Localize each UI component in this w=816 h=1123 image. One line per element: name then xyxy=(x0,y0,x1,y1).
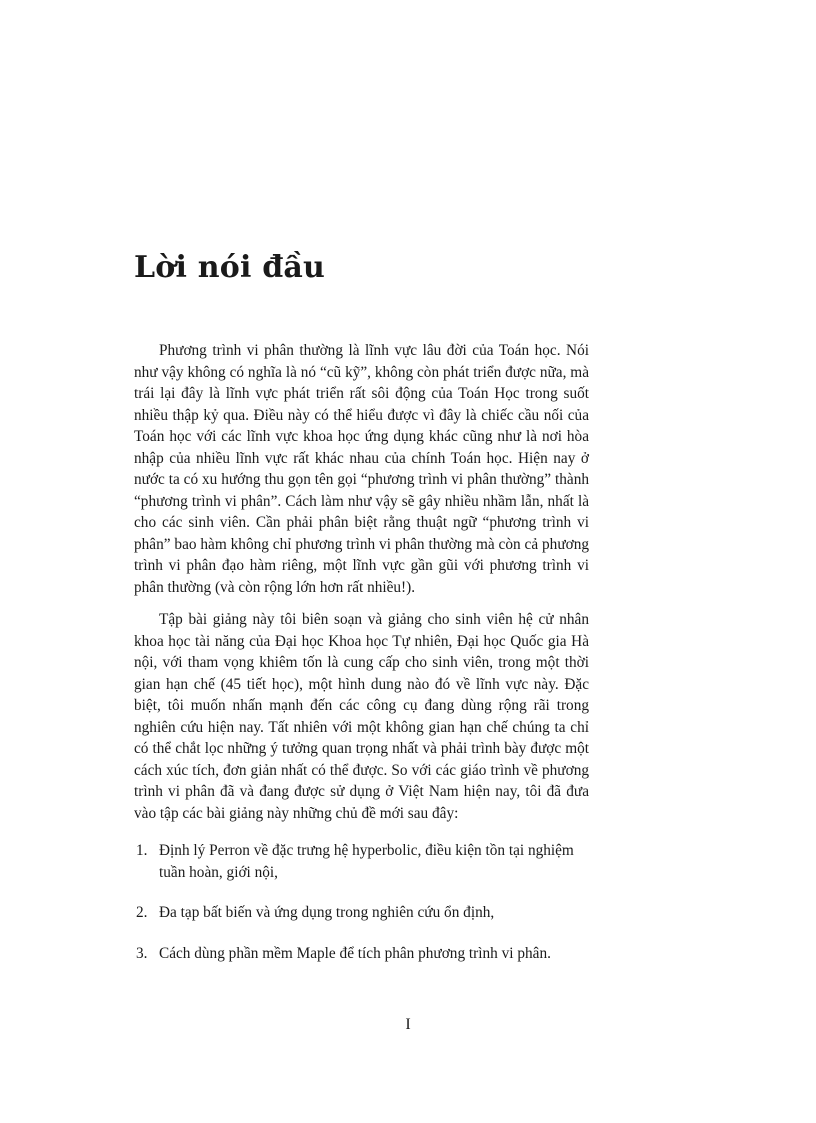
paragraph: Tập bài giảng này tôi biên soạn và giảng cho sinh viên hệ cử nhân khoa học tài năng của Đại học Khoa học Tự nhiên, Đại học Quốc gia Hà nội, với tham vọng khiêm tốn là cung cấp cho sinh viên, trong một thời gian hạn chế (45 tiết học), một hình dung nào đó về lĩnh vực này. Đặc biệt, tôi muốn nhấn mạnh đến các công cụ đang dùng rộng rãi trong nghiên cứu hiện nay. Tất nhiên với một không gian hạn chế chúng ta chỉ có thể chắt lọc những ý tưởng quan trọng nhất và phải trình bày được một cách xúc tích, đơn giản nhất có thể được. So với các giáo trình về phương trình vi phân đã và đang được sử dụng ở Việt Nam hiện nay, tôi đã đưa vào tập các bài giảng này những chủ đề mới sau đây: xyxy=(134,611,589,822)
page-number: I xyxy=(405,1016,411,1033)
document-body xyxy=(134,340,589,983)
list-item xyxy=(134,943,589,965)
topic-list xyxy=(134,840,589,964)
paragraph: Phương trình vi phân thường là lĩnh vực lâu đời của Toán học. Nói như vậy không có nghĩa là nó “cũ kỹ”, không còn phát triển được nữa, mà trái lại đây là lĩnh vực phát triển rất sôi động của Toán Học trong suốt nhiều thập kỷ qua. Điều này có thể hiểu được vì đây là chiếc cầu nối của Toán học với các lĩnh vực khoa học ứng dụng khác cũng như là nơi hòa nhập của nhiều lĩnh vực rất khác nhau của chính Toán học. Hiện nay ở nước ta có xu hướng thu gọn tên gọi “phương trình vi phân thường” thành “phương trình vi phân”. Cách làm như vậy sẽ gây nhiều nhầm lẫn, nhất là cho các sinh viên. Cần phải phân biệt rằng thuật ngữ “phương trình vi phân” bao hàm không chỉ phương trình vi phân thường mà còn cả phương trình vi phân đạo hàm riêng, một lĩnh vực gần gũi với phương trình vi phân thường (và còn rộng lớn hơn rất nhiều!). xyxy=(134,342,589,596)
page-title: Lời nói đầu xyxy=(134,250,326,285)
list-item-number: 2. xyxy=(136,904,148,921)
list-item-text: Cách dùng phần mềm Maple để tích phân phương trình vi phân. xyxy=(159,944,551,962)
list-item xyxy=(134,902,589,924)
list-item-text: Đa tạp bất biến và ứng dụng trong nghiên cứu ổn định, xyxy=(159,904,495,921)
list-item-text: Định lý Perron về đặc trưng hệ hyperbolic, điều kiện tồn tại nghiệm tuần hoàn, giới nội, xyxy=(159,842,574,881)
list-item-number: 1. xyxy=(136,842,148,859)
list-item xyxy=(134,840,589,883)
list-item-number: 3. xyxy=(136,944,148,962)
